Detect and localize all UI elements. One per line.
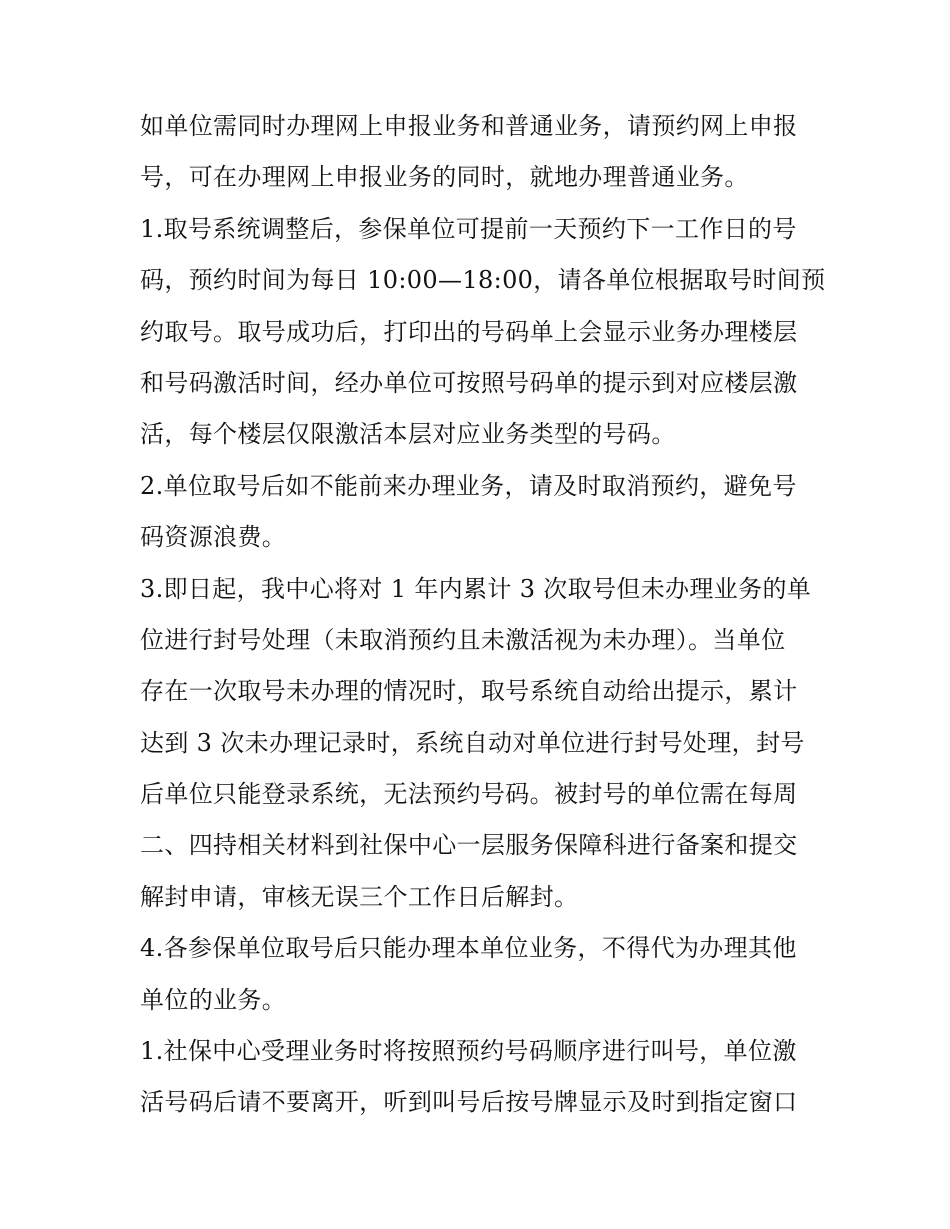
text-line: 单位的业务。	[140, 985, 287, 1014]
text-line: 活号码后请不要离开，听到叫号后按号牌显示及时到指定窗口	[140, 1088, 798, 1117]
text-line: 位进行封号处理（未取消预约且未激活视为未办理）。当单位	[140, 625, 786, 654]
text-line: 3.即日起，我中心将对 1 年内累计 3 次取号但未办理业务的单	[140, 574, 812, 603]
text-line: 1.社保中心受理业务时将按照预约号码顺序进行叫号，单位激	[140, 1037, 797, 1066]
text-line: 1.取号系统调整后，参保单位可提前一天预约下一工作日的号	[140, 214, 797, 243]
text-line: 解封申请，审核无误三个工作日后解封。	[140, 882, 579, 911]
text-line: 二、四持相关材料到社保中心一层服务保障科进行备案和提交	[140, 831, 798, 860]
text-line: 后单位只能登录系统，无法预约号码。被封号的单位需在每周	[140, 780, 798, 809]
text-line: 达到 3 次未办理记录时，系统自动对单位进行封号处理，封号	[140, 728, 805, 757]
text-line: 号，可在办理网上申报业务的同时，就地办理普通业务。	[140, 163, 749, 192]
text-line: 和号码激活时间，经办单位可按照号码单的提示到对应楼层激	[140, 368, 798, 397]
text-line: 如单位需同时办理网上申报业务和普通业务，请预约网上申报	[140, 112, 798, 140]
text-line: 存在一次取号未办理的情况时，取号系统自动给出提示，累计	[140, 677, 798, 706]
text-line: 约取号。取号成功后，打印出的号码单上会显示业务办理楼层	[140, 317, 798, 346]
text-line: 码，预约时间为每日 10:00—18:00，请各单位根据取号时间预	[140, 266, 826, 295]
text-line: 码资源浪费。	[140, 523, 287, 552]
text-line: 4.各参保单位取号后只能办理本单位业务，不得代为办理其他	[140, 934, 797, 963]
document-page	[140, 101, 826, 1129]
text-line: 活，每个楼层仅限激活本层对应业务类型的号码。	[140, 420, 676, 449]
text-line: 2.单位取号后如不能前来办理业务，请及时取消预约，避免号	[140, 471, 797, 500]
